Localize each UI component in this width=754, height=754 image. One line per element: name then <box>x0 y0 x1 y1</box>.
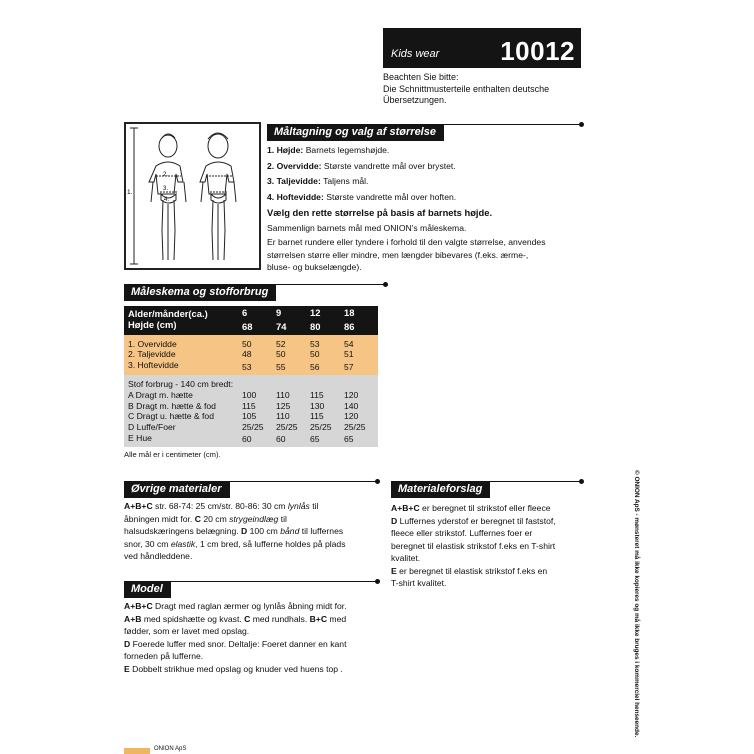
table-row: Stof forbrug - 140 cm bredt: <box>124 375 378 390</box>
size-table <box>124 306 378 447</box>
copyright-note <box>630 470 642 738</box>
table-row: C Dragt u. hætte & fod 105 110 115 120 <box>124 411 378 422</box>
rule-dot <box>383 282 388 287</box>
size-chart <box>124 306 378 460</box>
compare-line: Sammenlign barnets mål med ONION's måleskema. <box>267 223 467 233</box>
advice-line: størrelsen større eller mindre, men længder bibevares (f.eks. ærme-, <box>267 249 529 260</box>
figure-label-hip: 4. <box>164 197 170 203</box>
figure-label-waist: 3. <box>163 186 169 192</box>
note-line: Beachten Sie bitte: <box>383 72 459 82</box>
measure-item: 2. Overvidde: Største vandrette mål over brystet. <box>267 160 456 171</box>
rule-dot <box>579 479 584 484</box>
rule-dot <box>375 579 380 584</box>
footer-bar <box>124 748 150 754</box>
table-row: 3. Hoftevidde 53 55 56 57 <box>124 360 378 375</box>
chart-footnote: Alle mål er i centimeter (cm). <box>124 449 221 459</box>
figure-label-chest: 2. <box>163 172 169 178</box>
section-rule <box>391 481 579 482</box>
section-rule <box>124 284 384 285</box>
size-advice <box>267 236 597 274</box>
model-text: A+B+C Dragt med raglan ærmer og lynlås åbning midt for. A+B med spidshætte og kvast. C med rundhals. B+C med fødder, som er lavet med opslag. D Foerede luffer med snor. Deltalje: Foeret danner en kant forneden på lufferne. E Dobbelt strikhue med opslag og knuder ved huens top . <box>124 601 347 674</box>
material-suggestion-title: Materialeforslag <box>391 481 490 498</box>
note-line: Übersetzungen. <box>383 95 447 105</box>
other-materials-text: A+B+C str. 68-74: 25 cm/str. 80-86: 30 cm lynlås til åbningen midt for. C 20 cm strygeindlæg til halsudskæringens belægning. D 100 cm bånd til luffernes snor, 30 cm elastik, 1 cm bred, så lufferne holdes på plads ved håndleddene. <box>124 501 346 561</box>
section-rule <box>124 481 376 482</box>
rule-dot <box>579 122 584 127</box>
table-row: E Hue 60 60 65 65 <box>124 433 378 447</box>
table-row: 1. Overvidde 50 52 53 54 <box>124 335 378 350</box>
other-materials-title: Øvrige materialer <box>124 481 230 498</box>
category-label: Kids wear <box>391 48 440 60</box>
measure-item: 4. Hoftevidde: Største vandrette mål over hoften. <box>267 191 457 202</box>
size-instruction: Vælg den rette størrelse på basis af barnets højde. <box>267 207 493 218</box>
size-chart-title: Måleskema og stofforbrug <box>124 284 276 301</box>
children-illustration <box>126 124 259 268</box>
table-row: D Luffe/Foer 25/25 25/25 25/25 25/25 <box>124 422 378 433</box>
material-suggestion-text: A+B+C er beregnet til strikstof eller fleece D Luffernes yderstof er beregnet til faststof, fleece eller strikstof. Luffernes foer er beregnet til elastisk strikstof f.eks en T-shirt kvalitet. E er beregnet til elastisk strikstof f.eks en T-shirt kvalitet. <box>391 503 556 588</box>
measure-item: 1. Højde: Barnets legemshøjde. <box>267 145 390 155</box>
footer-brand: ONION ApS <box>154 746 187 752</box>
model-title: Model <box>124 581 171 598</box>
pattern-number: 10012 <box>500 36 575 66</box>
table-row: 2. Taljevidde 48 50 50 51 <box>124 349 378 360</box>
figure-label-height: 1. <box>127 189 133 196</box>
table-row: Alder/månder(ca.) 6 9 12 18 <box>124 306 378 320</box>
note-line: Die Schnittmusterteile enthalten deutsche <box>383 83 550 94</box>
section-rule <box>124 581 376 582</box>
german-note <box>383 72 603 107</box>
section-rule <box>267 124 579 125</box>
pattern-header <box>383 28 581 68</box>
table-row: A Dragt m. hætte 100 110 115 120 <box>124 390 378 401</box>
measurement-figure <box>124 122 261 270</box>
measuring-list <box>267 143 587 205</box>
advice-line: Er barnet rundere eller tyndere i forhold til den valgte størrelse, anvendes <box>267 237 546 247</box>
advice-line: bluse- og bukselængde). <box>267 262 362 272</box>
rule-dot <box>375 479 380 484</box>
measuring-title: Måltagning og valg af størrelse <box>267 124 444 141</box>
measure-item: 3. Taljevidde: Taljens mål. <box>267 176 369 186</box>
copyright-text: © ONION ApS - mønsteret må ikke kopieres og må ikke bruges i kommerciel henseende. <box>633 470 640 738</box>
table-row: B Dragt m. hætte & fod 115 125 130 140 <box>124 401 378 412</box>
table-row: Højde (cm) 68 74 80 86 <box>124 320 378 335</box>
